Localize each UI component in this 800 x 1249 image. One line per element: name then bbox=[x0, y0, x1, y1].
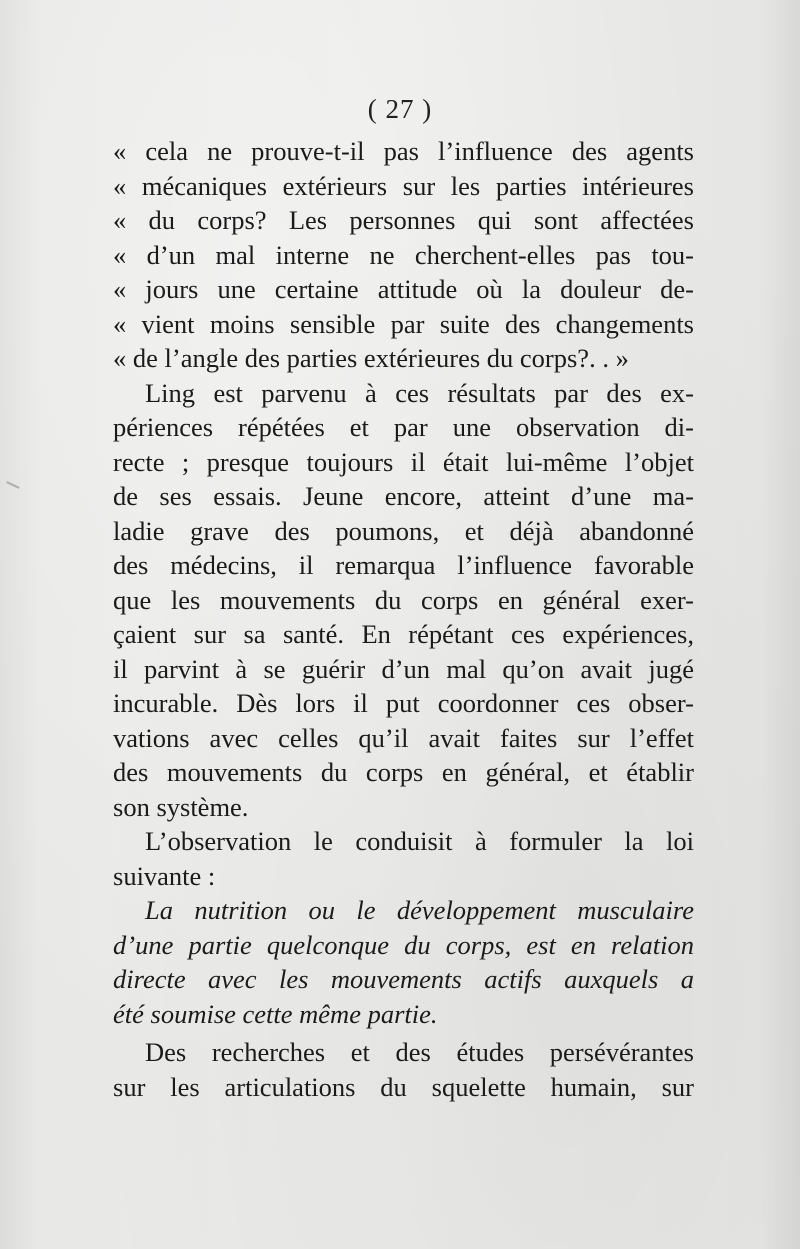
text-line: son système. bbox=[113, 791, 249, 822]
text-line: il parvint à se guérir d’un mal qu’on avait jugé bbox=[113, 653, 694, 684]
text-line: des médecins, il remarqua l’influence favorable bbox=[113, 550, 694, 580]
text-line: que les mouvements du corps en général exer- bbox=[113, 584, 694, 615]
text-line: recte ; presque toujours il était lui-même l’objet bbox=[113, 446, 694, 477]
text-line: sur les articulations du squelette humain, sur bbox=[113, 1071, 694, 1102]
paragraph-start-line: L’observation le conduisit à formuler la loi bbox=[145, 826, 694, 856]
paragraph-start-line: Ling est parvenu à ces résultats par des ex- bbox=[145, 377, 694, 408]
text-line: de ses essais. Jeune encore, atteint d’une ma- bbox=[113, 481, 694, 511]
text-line: périences répétées et par une observation di- bbox=[113, 412, 694, 442]
law-statement-line: directe avec les mouvements actifs auxquels a bbox=[113, 964, 694, 994]
paragraph-start-line: Des recherches et des études persévérantes bbox=[145, 1037, 694, 1067]
text-line: des mouvements du corps en général, et établir bbox=[113, 757, 694, 787]
page-number: ( 27 ) bbox=[367, 94, 433, 124]
text-line: suivante : bbox=[113, 860, 216, 891]
text-line: incurable. Dès lors il put coordonner ces obser- bbox=[113, 688, 694, 718]
text-line: vations avec celles qu’il avait faites sur l’effet bbox=[113, 722, 694, 753]
law-statement-line: d’une partie quelconque du corps, est en relation bbox=[113, 929, 694, 960]
text-line: « cela ne prouve-t-il pas l’influence des agents bbox=[113, 136, 694, 166]
law-statement-line: La nutrition ou le développement musculaire bbox=[145, 895, 694, 925]
text-line: « du corps? Les personnes qui sont affectées bbox=[113, 205, 694, 235]
text-line: « de l’angle des parties extérieures du corps?. . » bbox=[113, 343, 629, 373]
text-line: « vient moins sensible par suite des changements bbox=[113, 308, 694, 339]
paper-mark bbox=[6, 481, 20, 489]
text-line: « mécaniques extérieurs sur les parties intérieures bbox=[113, 170, 694, 201]
body-text bbox=[113, 134, 694, 1104]
text-line: çaient sur sa santé. En répétant ces expériences, bbox=[113, 619, 694, 649]
law-statement-line: été soumise cette même partie. bbox=[113, 998, 438, 1029]
text-line: ladie grave des poumons, et déjà abandonné bbox=[113, 515, 694, 546]
text-line: « jours une certaine attitude où la douleur de- bbox=[113, 274, 694, 304]
text-line: « d’un mal interne ne cherchent-elles pas tou- bbox=[113, 239, 694, 270]
